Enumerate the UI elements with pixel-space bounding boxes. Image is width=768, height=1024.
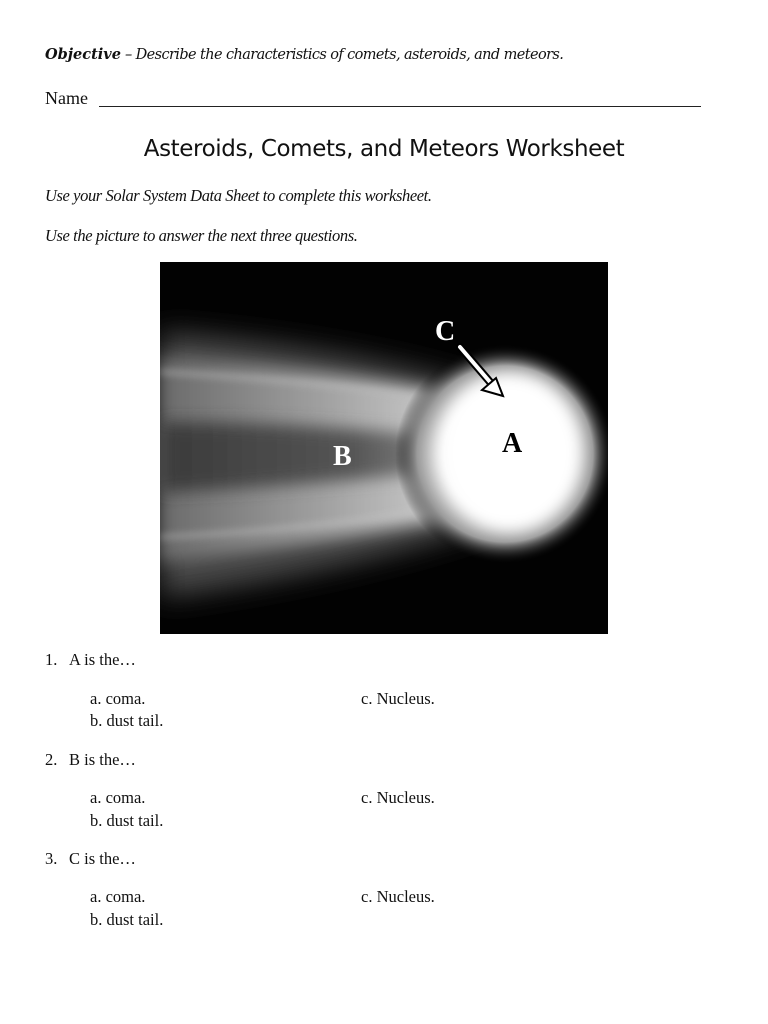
- q1-option-c[interactable]: c. Nucleus.: [361, 689, 435, 708]
- q3-option-b[interactable]: b. dust tail.: [90, 910, 164, 929]
- name-label: Name: [45, 88, 88, 108]
- label-a: A: [502, 428, 523, 459]
- q3-option-c[interactable]: c. Nucleus.: [361, 887, 435, 906]
- label-c: C: [435, 316, 456, 347]
- question-1: [45, 650, 136, 670]
- q2-option-c[interactable]: c. Nucleus.: [361, 788, 435, 807]
- objective-label: Objective: [45, 46, 121, 63]
- q1-option-b[interactable]: b. dust tail.: [90, 711, 164, 730]
- instruction-picture: Use the picture to answer the next three questions.: [45, 226, 358, 245]
- name-input-line[interactable]: [99, 106, 701, 107]
- question-text: C is the…: [69, 849, 136, 868]
- objective-text: – Describe the characteristics of comets, asteroids, and meteors.: [120, 47, 564, 63]
- instruction-data-sheet: Use your Solar System Data Sheet to complete this worksheet.: [45, 186, 432, 205]
- question-number: 2.: [45, 750, 58, 769]
- question-3: [45, 849, 136, 869]
- question-2: [45, 750, 136, 770]
- q1-option-a[interactable]: a. coma.: [90, 689, 146, 708]
- comet-illustration: [160, 262, 608, 634]
- question-number: 3.: [45, 849, 58, 868]
- q2-option-a[interactable]: a. coma.: [90, 788, 146, 807]
- page-title: Asteroids, Comets, and Meteors Worksheet: [143, 136, 625, 162]
- comet-photo: [160, 262, 608, 634]
- name-field-row: [45, 86, 701, 110]
- question-number: 1.: [45, 650, 58, 669]
- q2-option-b[interactable]: b. dust tail.: [90, 811, 164, 830]
- label-b: B: [333, 441, 352, 472]
- q3-option-a[interactable]: a. coma.: [90, 887, 146, 906]
- objective-line: [45, 46, 563, 63]
- question-text: B is the…: [69, 750, 136, 769]
- question-text: A is the…: [69, 650, 136, 669]
